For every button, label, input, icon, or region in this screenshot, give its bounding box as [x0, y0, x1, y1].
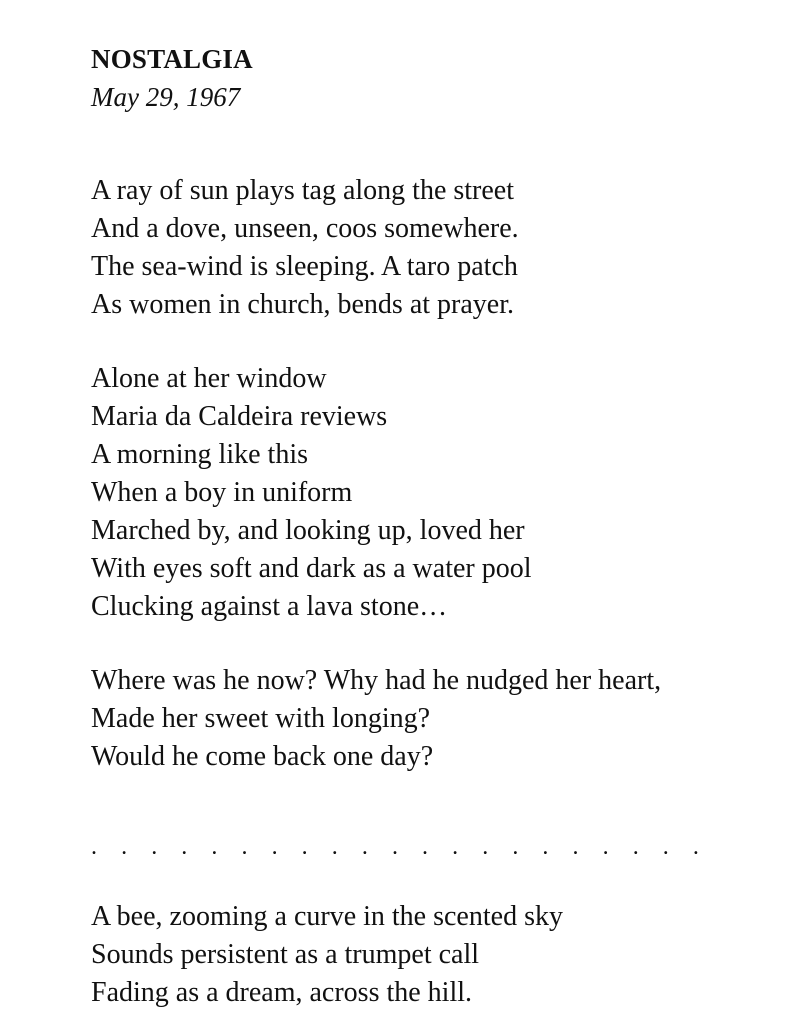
separator-dot: . — [91, 834, 97, 860]
separator-dot: . — [331, 834, 338, 860]
separator-dot: . — [542, 834, 549, 860]
separator-dot: . — [692, 834, 699, 860]
poem-line: With eyes soft and dark as a water pool — [91, 553, 532, 584]
poem-line: When a boy in uniform — [91, 477, 353, 508]
separator-dot: . — [662, 834, 669, 860]
separator-dot: . — [211, 834, 218, 860]
poem-line: Alone at her window — [91, 363, 327, 394]
poem-line: Sounds persistent as a trumpet call — [91, 939, 480, 970]
separator-dot: . — [572, 834, 579, 860]
poem-line: Clucking against a lava stone… — [91, 591, 448, 622]
poem-page — [91, 40, 786, 1012]
separator-dot: . — [271, 834, 278, 860]
separator-dot: . — [361, 834, 368, 860]
poem-line: Made her sweet with longing? — [91, 703, 431, 734]
poem-title: NOSTALGIA — [91, 44, 253, 74]
separator-dot: . — [632, 834, 639, 860]
poem-line: A morning like this — [91, 439, 308, 470]
dotted-separator — [91, 833, 699, 861]
separator-dot: . — [181, 834, 188, 860]
poem-line: Would he come back one day? — [91, 741, 434, 772]
poem-line: A ray of sun plays tag along the street — [91, 175, 515, 206]
poem-line: As women in church, bends at prayer. — [91, 289, 514, 320]
stanza-3 — [91, 662, 786, 776]
separator-dot: . — [422, 834, 429, 860]
stanza-2 — [91, 360, 786, 626]
stanza-1 — [91, 172, 786, 324]
poem-line: A bee, zooming a curve in the scented sky — [91, 901, 563, 932]
separator-dot: . — [241, 834, 248, 860]
poem-line: Fading as a dream, across the hill. — [91, 977, 473, 1008]
poem-line: Maria da Caldeira reviews — [91, 401, 388, 432]
poem-line: And a dove, unseen, coos somewhere. — [91, 213, 519, 244]
stanza-4 — [91, 898, 786, 1012]
separator-dot: . — [602, 834, 609, 860]
separator-dot: . — [301, 834, 308, 860]
separator-dot: . — [151, 834, 158, 860]
separator-dot: . — [121, 834, 128, 860]
poem-line: Marched by, and looking up, loved her — [91, 515, 525, 546]
separator-dot: . — [512, 834, 519, 860]
poem-line: The sea-wind is sleeping. A taro patch — [91, 251, 518, 282]
separator-dot: . — [482, 834, 489, 860]
separator-dot: . — [391, 834, 398, 860]
poem-date: May 29, 1967 — [91, 82, 241, 112]
separator-dot: . — [452, 834, 459, 860]
poem-line: Where was he now? Why had he nudged her heart, — [91, 665, 662, 696]
